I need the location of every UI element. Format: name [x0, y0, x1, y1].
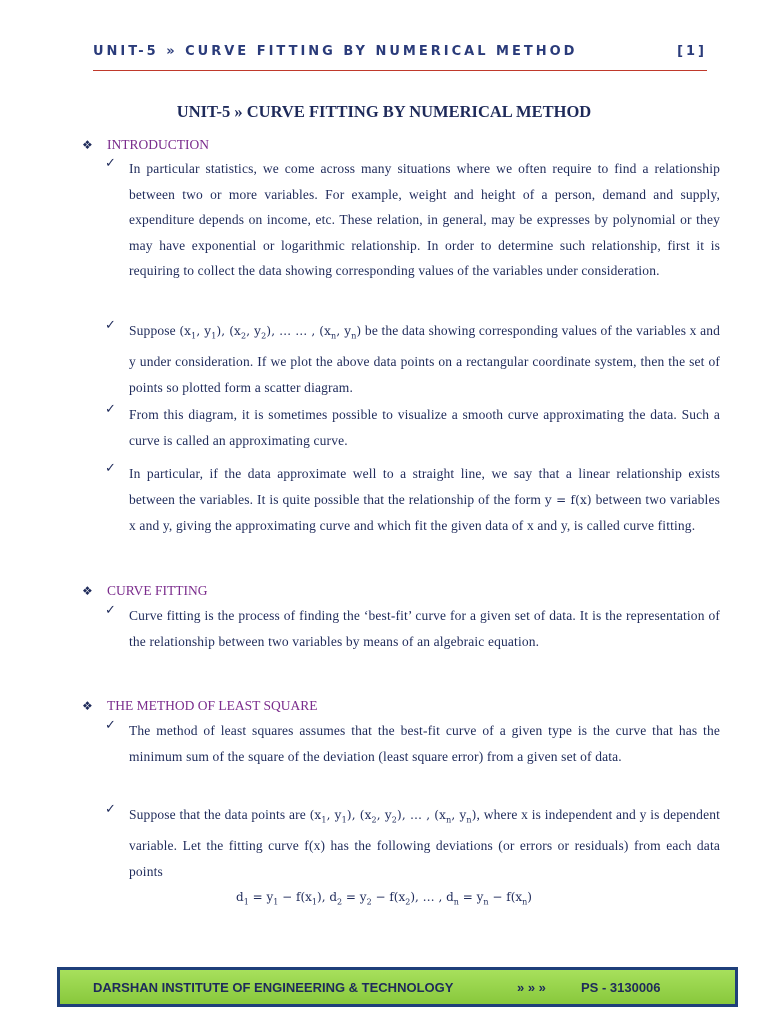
- paragraph: Curve fitting is the process of finding the ‘best-fit’ curve for a given set of data. It is the representation of the relationship between two variables by means of an algebraic equation.: [129, 608, 720, 649]
- section-heading-least-square: [82, 698, 318, 714]
- data-points-formula: ($x_1$, $y_1$), ($x_2$, $y_2$), … , ($x_n$, $y_n$): [309, 808, 477, 825]
- list-item: [105, 156, 720, 284]
- section-heading-label: CURVE FITTING: [107, 583, 208, 598]
- header-divider: [93, 70, 707, 71]
- paragraph-text: be the data showing corresponding values of the variables x and y under consideration. If we plot the above data points on a rectangular coordinate system, then the set of points so plotted form a scatter diagram.: [129, 323, 721, 395]
- footer-arrows: » » »: [517, 980, 546, 995]
- paragraph: [129, 802, 720, 884]
- paragraph-text: Suppose: [129, 323, 176, 338]
- data-points-formula: ($x_1$, $y_1$), ($x_2$, $y_2$), … … , ($x_n$, $y_n$): [179, 324, 362, 341]
- paragraph: In particular statistics, we come across many situations where we often require to find a relationship between two or more variables. For example, weight and height of a person, demand and supply, expenditure depends on income, etc. These relation, in general, may be expresses by polynomial or they may have exponential or logarithmic relationship. In order to determine such relationship, first it is requiring to collect the data showing corresponding values of the variables under consideration.: [129, 161, 720, 279]
- paragraph: [129, 318, 720, 400]
- checkmark-icon: ✓: [105, 318, 116, 333]
- checkmark-icon: ✓: [105, 156, 116, 171]
- list-item: [105, 802, 720, 884]
- footer-institute: DARSHAN INSTITUTE OF ENGINEERING & TECHNOLOGY: [93, 980, 454, 995]
- section-heading-introduction: [82, 137, 209, 153]
- section-heading-label: INTRODUCTION: [107, 137, 209, 152]
- document-title: UNIT-5 » CURVE FITTING BY NUMERICAL METHOD: [176, 102, 592, 121]
- checkmark-icon: ✓: [105, 718, 116, 733]
- list-item: [105, 402, 720, 453]
- list-item: [105, 318, 720, 400]
- running-header-title: UNIT-5 » CURVE FITTING BY NUMERICAL METHOD: [93, 44, 578, 59]
- paragraph: The method of least squares assumes that the best-fit curve of a given type is the curve that has the minimum sum of the square of the deviation (least square error) from a given set of data.: [129, 723, 720, 764]
- paragraph: [129, 461, 720, 539]
- running-header: [93, 42, 707, 66]
- relation-formula: y = f(x): [544, 492, 592, 507]
- diamond-bullet-icon: ❖: [82, 138, 93, 152]
- paragraph: From this diagram, it is sometimes possible to visualize a smooth curve approximating the data. Such a curve is called an approximating curve.: [129, 407, 720, 448]
- checkmark-icon: ✓: [105, 461, 116, 476]
- paragraph-text: , where x is independent and y is dependent variable. Let the fitting curve f(x) has the following deviations (or errors or residuals) from each data points: [129, 807, 721, 879]
- page-number: [1]: [677, 44, 707, 59]
- list-item: [105, 718, 720, 769]
- footer-bar: [57, 967, 738, 1007]
- section-heading-label: THE METHOD OF LEAST SQUARE: [107, 698, 318, 713]
- section-heading-curve-fitting: [82, 583, 208, 599]
- list-item: [105, 603, 720, 654]
- paragraph-text: Suppose that the data points are: [129, 807, 306, 822]
- paragraph-text: between two variables x and y, giving the approximating curve and which fit the given data of x and y, is called curve fitting.: [129, 491, 720, 534]
- footer-subject-code: PS - 3130006: [581, 980, 661, 995]
- checkmark-icon: ✓: [105, 402, 116, 417]
- checkmark-icon: ✓: [105, 802, 116, 817]
- diamond-bullet-icon: ❖: [82, 584, 93, 598]
- list-item: [105, 461, 720, 539]
- checkmark-icon: ✓: [105, 603, 116, 618]
- diamond-bullet-icon: ❖: [82, 699, 93, 713]
- footer-banner: [60, 970, 735, 1004]
- deviation-equation: $d_1 = y_1 - f(x_1)$, $d_2 = y_2 - f(x_2)$, … , $d_n = y_n - f(x_n)$: [236, 890, 532, 907]
- paragraph-text: In particular, if the data approximate well to a straight line, we say that a linear relationship exists between the variables. It is quite possible that the relationship of the form: [129, 466, 720, 507]
